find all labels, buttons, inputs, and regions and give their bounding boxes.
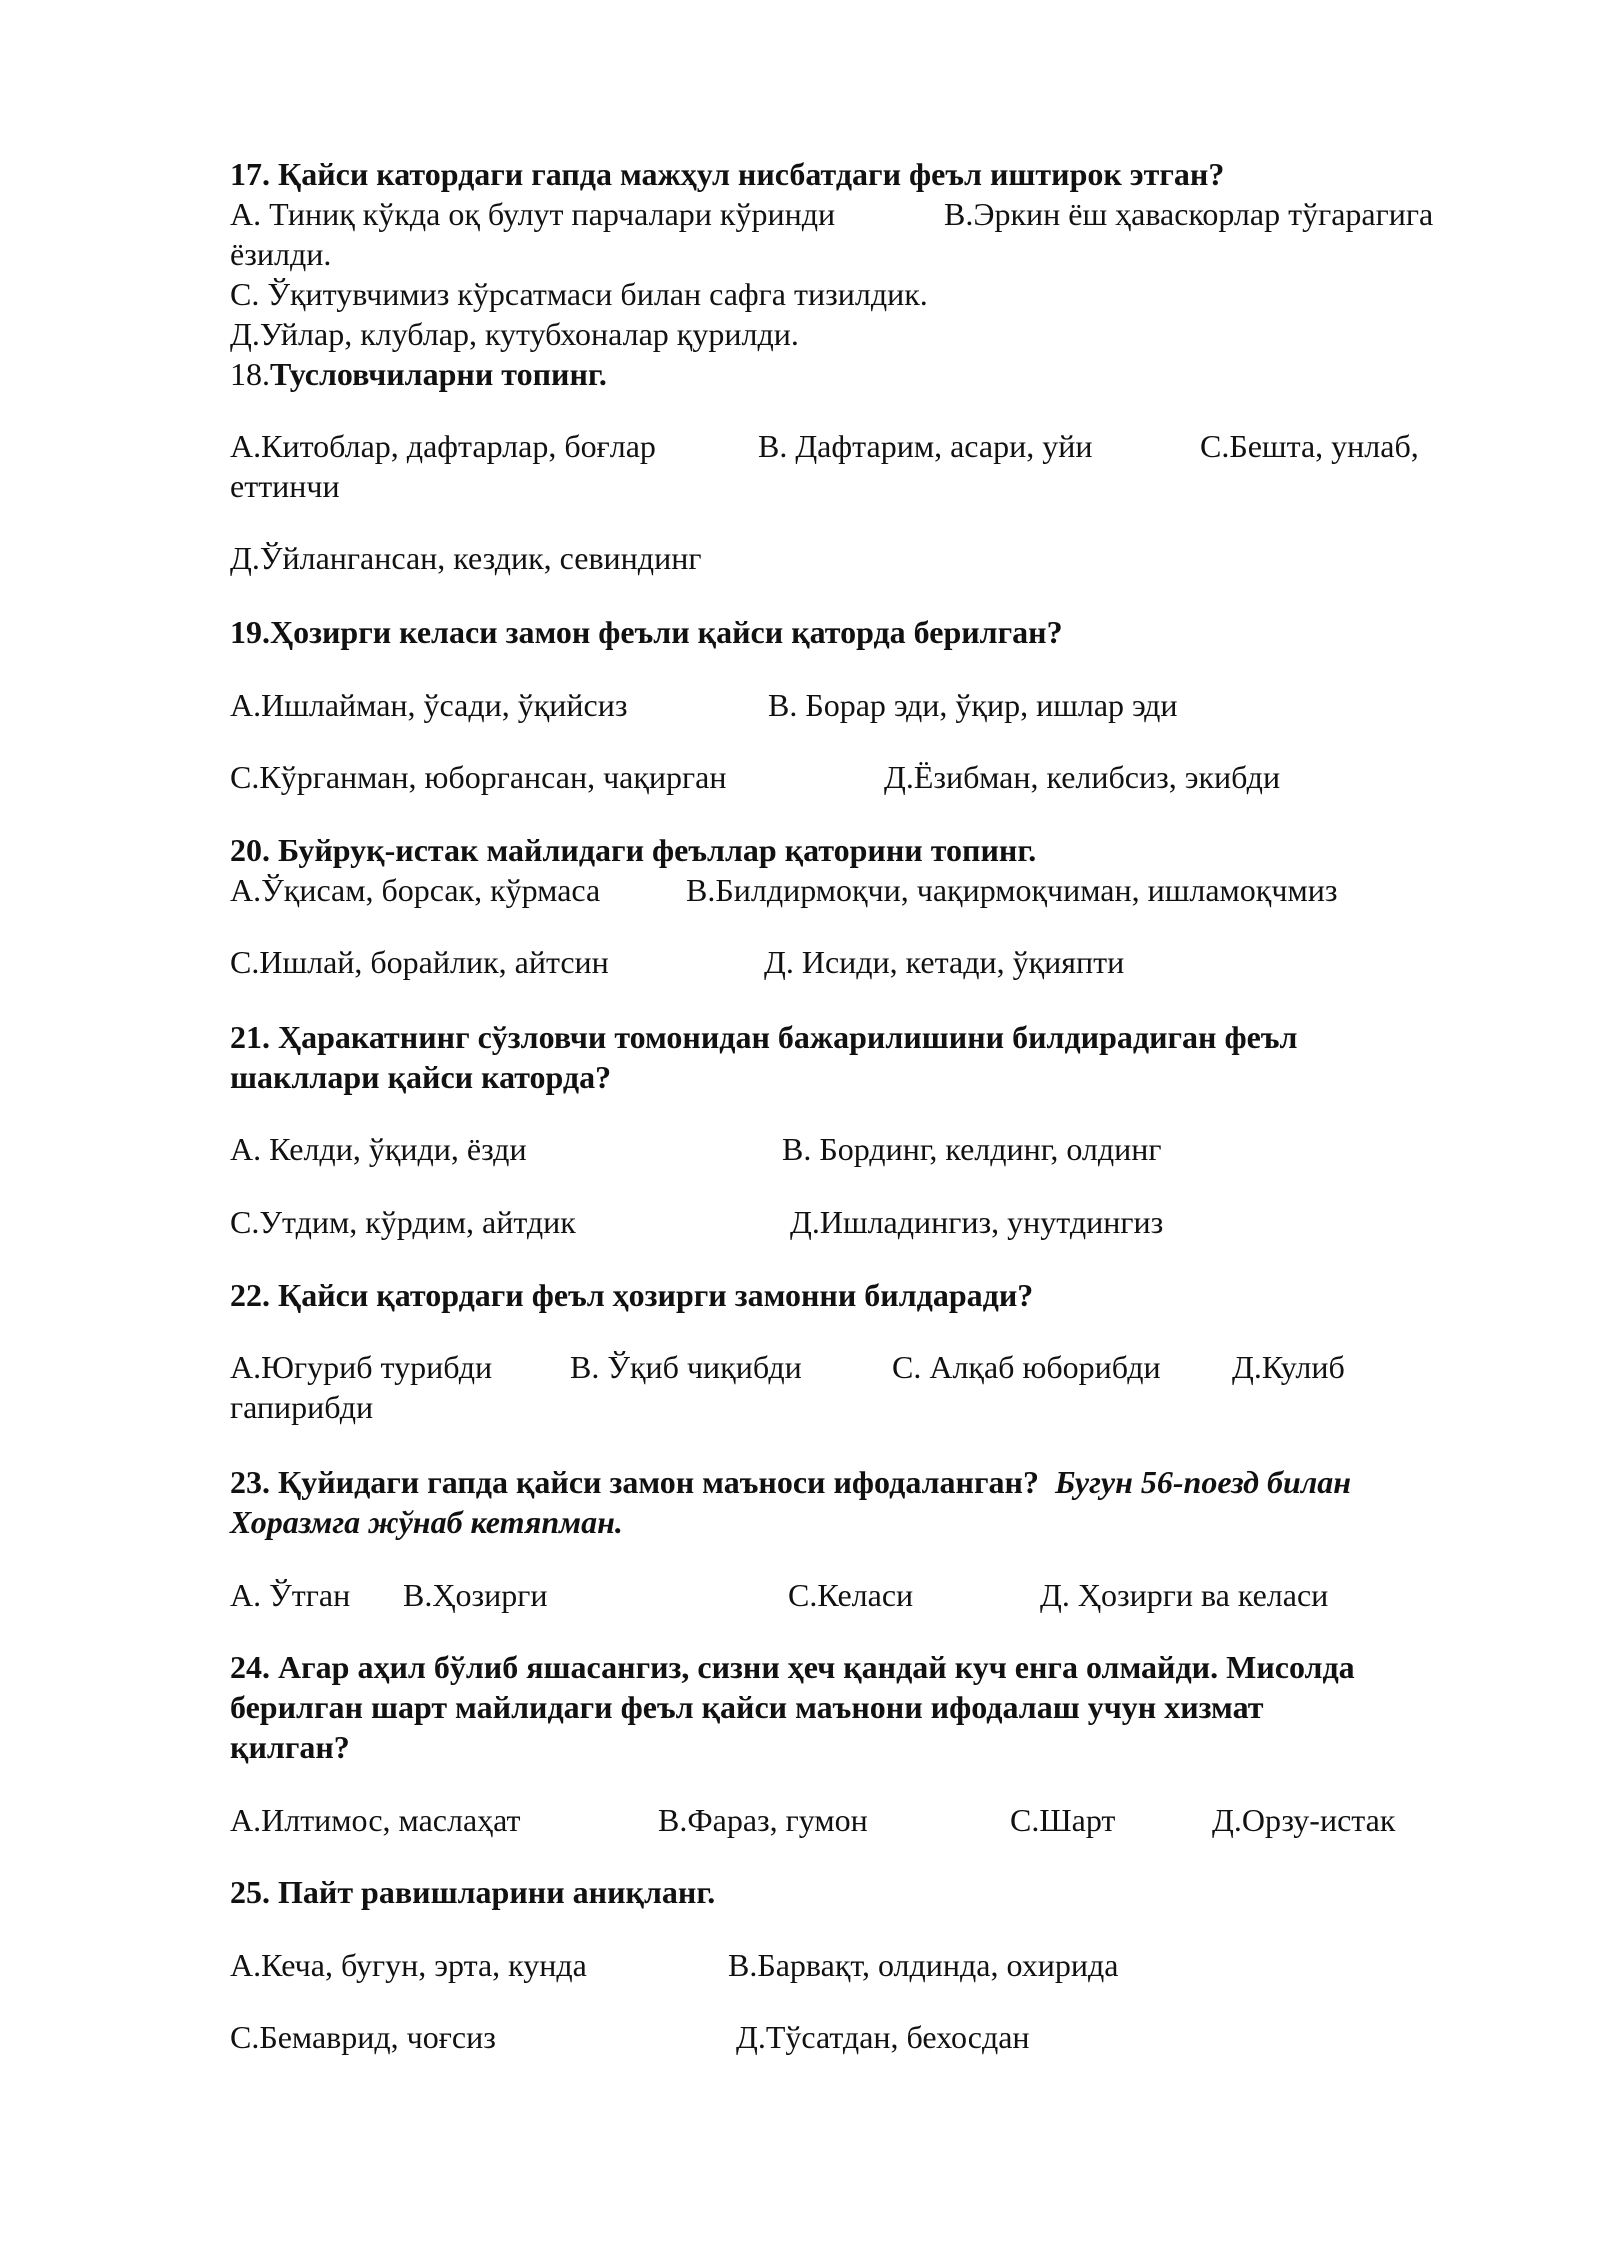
- question-22-option-d: Д.Кулиб: [1232, 1349, 1345, 1385]
- question-21-option-b: В. Бординг, келдинг, олдинг: [782, 1131, 1162, 1167]
- question-21-option-d: Д.Ишладингиз, унутдингиз: [790, 1204, 1164, 1240]
- question-20-option-a: А.Ўқисам, борсак, кўрмаса: [230, 872, 601, 908]
- question-20-option-b: В.Билдирмоқчи, чақирмоқчиман, ишламоқчмиз: [686, 872, 1338, 908]
- question-24-option-b: В.Фараз, гумон: [658, 1802, 868, 1838]
- question-23-option-a: А. Ўтган: [230, 1577, 351, 1613]
- question-18-title: Тусловчиларни топинг.: [270, 356, 607, 392]
- question-25-option-d: Д.Тўсатдан, бехосдан: [736, 2019, 1030, 2055]
- question-17-option-a: А. Тиниқ кўкда оқ булут парчалари кўринди: [230, 196, 836, 232]
- question-18-option-b: В. Дафтарим, асари, уйи: [758, 428, 1093, 464]
- question-24-option-a: А.Илтимос, маслаҳат: [230, 1802, 521, 1838]
- question-19-option-d: Д.Ёзибман, келибсиз, экибди: [884, 759, 1281, 795]
- question-20-option-d: Д. Исиди, кетади, ўқияпти: [764, 944, 1125, 980]
- question-17-title: 17. Қайси катордаги гапда мажҳул нисбатдаги феъл иштирок этган?: [230, 156, 1225, 192]
- question-24-title-line-2: берилган шарт майлидаги феъл қайси маънони ифодалаш учун хизмат: [230, 1689, 1264, 1725]
- question-22-option-a: А.Югуриб турибди: [230, 1349, 493, 1385]
- question-22-title: 22. Қайси қатордаги феъл ҳозирги замонни билдаради?: [230, 1277, 1034, 1313]
- question-23-option-c: С.Келаси: [788, 1577, 914, 1613]
- question-24-title-line-3: қилган?: [230, 1729, 350, 1765]
- question-23-option-b: В.Ҳозирги: [403, 1577, 548, 1613]
- question-24-title-line-1: 24. Агар аҳил бўлиб яшасангиз, сизни ҳеч қандай куч енга олмайди. Мисолда: [230, 1649, 1355, 1685]
- question-23-title: 23. Қуйидаги гапда қайси замон маъноси ифодаланган?: [230, 1464, 1039, 1500]
- question-17-option-c: С. Ўқитувчимиз кўрсатмаси билан сафга тизилдик.: [230, 276, 928, 312]
- question-23-title-line: [230, 1462, 1351, 1502]
- question-25-option-a: А.Кеча, бугун, эрта, кунда: [230, 1947, 587, 1983]
- question-23-example: Бугун 56-поезд билан: [1054, 1464, 1351, 1500]
- question-19-title: 19.Ҳозирги келаси замон феъли қайси қаторда берилган?: [230, 614, 1063, 650]
- question-18-number: 18.: [230, 356, 270, 392]
- question-19-option-a: А.Ишлайман, ўсади, ўқийсиз: [230, 687, 628, 723]
- question-25-title: 25. Пайт равишларини аниқланг.: [230, 1874, 716, 1910]
- question-21-title-line-1: 21. Ҳаракатнинг сўзловчи томонидан бажарилишини билдирадиган феъл: [230, 1019, 1298, 1055]
- question-17-option-d: Д.Уйлар, клублар, кутубхоналар қурилди.: [230, 316, 799, 352]
- question-18-title-line: [230, 354, 607, 394]
- question-24-option-d: Д.Орзу-истак: [1212, 1802, 1396, 1838]
- question-23-option-d: Д. Ҳозирги ва келаси: [1040, 1577, 1329, 1613]
- question-22-option-d-continued: гапирибди: [230, 1389, 374, 1425]
- question-25-option-c: С.Бемаврид, чоғсиз: [230, 2019, 496, 2055]
- question-20-title: 20. Буйруқ-истак майлидаги феъллар қаторини топинг.: [230, 832, 1037, 868]
- question-18-option-d: Д.Ўйлангансан, кездик, севиндинг: [230, 540, 702, 576]
- question-21-option-a: А. Келди, ўқиди, ёзди: [230, 1131, 527, 1167]
- question-23-example-continued: Хоразмга жўнаб кетяпман.: [230, 1504, 623, 1540]
- question-25-option-b: В.Барвақт, олдинда, охирида: [728, 1947, 1119, 1983]
- question-22-option-b: В. Ўқиб чиқибди: [570, 1349, 802, 1385]
- question-19-option-b: В. Борар эди, ўқир, ишлар эди: [768, 687, 1178, 723]
- question-21-option-c: С.Утдим, кўрдим, айтдик: [230, 1204, 576, 1240]
- question-24-option-c: С.Шарт: [1010, 1802, 1116, 1838]
- question-18-option-c-continued: еттинчи: [230, 468, 340, 504]
- question-20-option-c: С.Ишлай, борайлик, айтсин: [230, 944, 609, 980]
- question-21-title-line-2: шакллари қайси каторда?: [230, 1059, 612, 1095]
- question-18-option-a: А.Китоблар, дафтарлар, боғлар: [230, 428, 656, 464]
- question-17-option-b-continued: ёзилди.: [230, 236, 332, 272]
- question-18-option-c: С.Бешта, унлаб,: [1200, 428, 1419, 464]
- question-19-option-c: С.Кўрганман, юборгансан, чақирган: [230, 759, 727, 795]
- question-17-option-b: В.Эркин ёш ҳаваскорлар тўгарагига: [944, 196, 1434, 232]
- question-22-option-c: С. Алқаб юборибди: [892, 1349, 1161, 1385]
